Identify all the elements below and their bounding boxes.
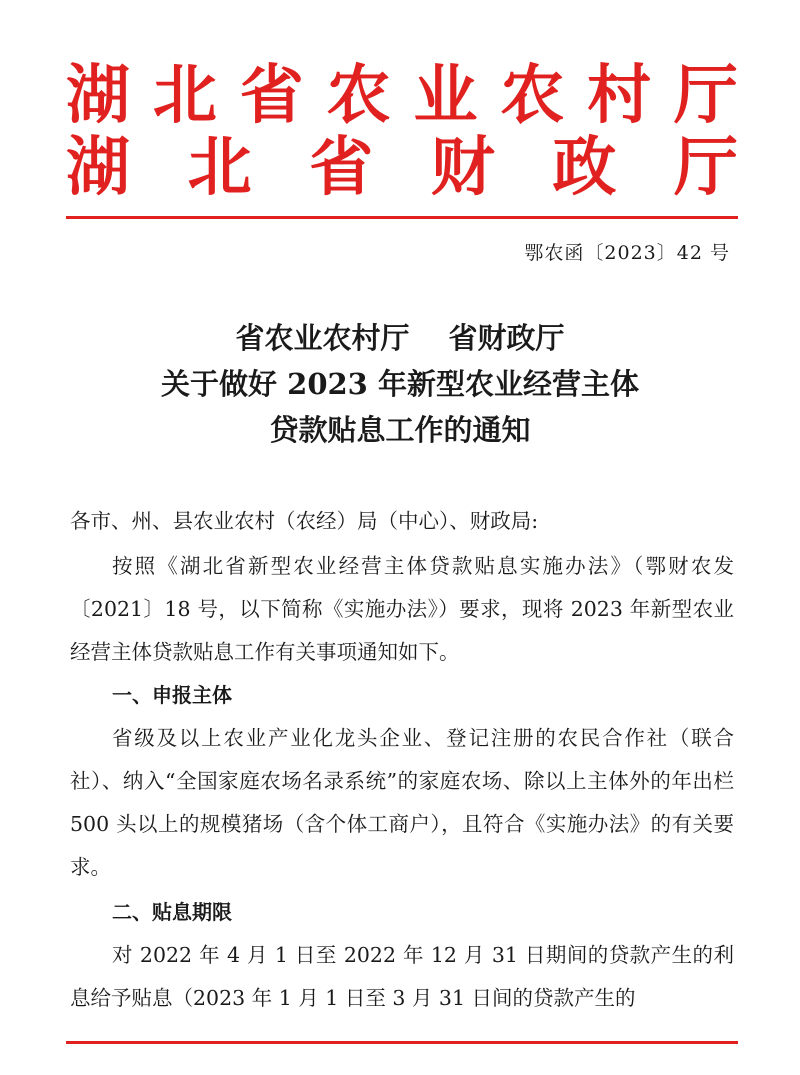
header-char: 省 [239, 58, 304, 133]
header-char: 厅 [673, 130, 738, 205]
issuer-header-agriculture [66, 60, 738, 132]
title-line-2: 关于做好 2023 年新型农业经营主体 [161, 367, 639, 401]
header-char: 农 [500, 58, 565, 133]
header-char: 厅 [673, 58, 738, 133]
section-2-paragraph: 对 2022 年 4 月 1 日至 2022 年 12 月 31 日期间的贷款产生的利息给予贴息（2023 年 1 月 1 日至 3 月 31 日间的贷款产生的 [70, 943, 734, 1010]
header-char: 财 [430, 130, 495, 205]
header-char: 湖 [66, 130, 130, 205]
header-char: 北 [187, 130, 252, 205]
document-number: 鄂农函〔2023〕42 号 [524, 242, 730, 264]
footer-divider [66, 1041, 738, 1044]
header-char: 政 [552, 130, 617, 205]
section-1-paragraph: 省级及以上农业产业化龙头企业、登记注册的农民合作社（联合社）、纳入“全国家庭农场名录系统”的家庭农场、除以上主体外的年出栏 500 头以上的规模猪场（含个体工商户），且符合《实施办法》的有关要求。 [70, 726, 734, 879]
addressee: 各市、州、县农业农村（农经）局（中心）、财政局: [70, 509, 539, 533]
section-heading-2: 二、贴息期限 [112, 900, 232, 924]
header-char: 农 [326, 58, 391, 133]
title-line-3: 贷款贴息工作的通知 [269, 413, 531, 447]
header-char: 业 [413, 58, 478, 133]
intro-paragraph: 按照《湖北省新型农业经营主体贷款贴息实施办法》（鄂财农发〔2021〕18 号，以下简称《实施办法》）要求，现将 2023 年新型农业经营主体贷款贴息工作有关事项通知如下。 [70, 554, 734, 664]
header-char: 村 [587, 58, 652, 133]
section-heading-1: 一、申报主体 [112, 683, 232, 707]
header-char: 省 [309, 130, 374, 205]
header-divider [66, 216, 738, 219]
header-char: 北 [152, 58, 217, 133]
issuer-header-finance [66, 132, 738, 204]
title-line-1: 省农业农村厅 省财政厅 [235, 321, 565, 355]
header-char: 湖 [66, 58, 130, 133]
